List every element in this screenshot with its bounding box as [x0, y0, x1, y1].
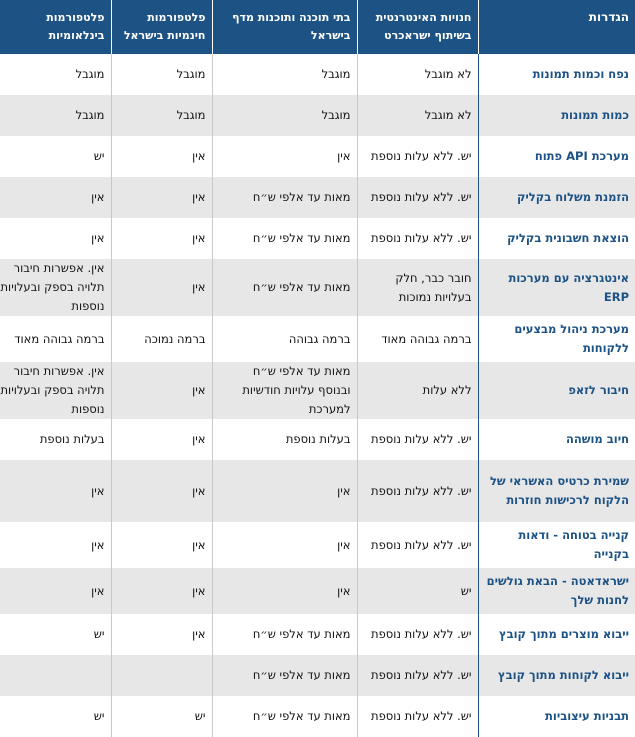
- cell-israelcard: לא מוגבל: [357, 54, 478, 95]
- cell-software-houses: מאות עד אלפי ש״ח: [212, 259, 357, 316]
- table-row: [0, 522, 635, 568]
- cell-software-houses: מוגבל: [212, 95, 357, 136]
- cell-software-houses: מאות עד אלפי ש״ח ובנוסף עלויות חודשיות למערכת: [212, 362, 357, 419]
- cell-software-houses: מאות עד אלפי ש״ח: [212, 655, 357, 696]
- cell-software-houses: בעלות נוספת: [212, 419, 357, 460]
- feature-label: ייבוא מוצרים מתוך קובץ: [478, 614, 635, 655]
- cell-free-platforms: מוגבל: [111, 54, 212, 95]
- cell-free-platforms: ברמה נמוכה: [111, 316, 212, 362]
- cell-international: [0, 655, 111, 696]
- cell-international: אין. אפשרות חיבור תלויה בספק ובעלויות נוספות: [0, 362, 111, 419]
- cell-israelcard: יש. ללא עלות נוספת: [357, 218, 478, 259]
- table-header-row: [0, 0, 635, 54]
- feature-label: חיוב מושהה: [478, 419, 635, 460]
- cell-international: אין: [0, 218, 111, 259]
- cell-free-platforms: אין: [111, 136, 212, 177]
- cell-international: מוגבל: [0, 95, 111, 136]
- feature-label: הזמנת משלוח בקליק: [478, 177, 635, 218]
- feature-label: אינטגרציה עם מערכות ERP: [478, 259, 635, 316]
- header-free-platforms: פלטפורמות חינמיות בישראל: [111, 0, 212, 54]
- cell-israelcard: ללא עלות: [357, 362, 478, 419]
- cell-israelcard: יש. ללא עלות נוספת: [357, 696, 478, 737]
- cell-israelcard: יש. ללא עלות נוספת: [357, 136, 478, 177]
- feature-label: כמות תמונות: [478, 95, 635, 136]
- table-row: [0, 362, 635, 419]
- cell-software-houses: אין: [212, 136, 357, 177]
- feature-label: ייבוא לקוחות מתוך קובץ: [478, 655, 635, 696]
- header-international-platforms: פלטפורמות בינלאומיות: [0, 0, 111, 54]
- table-row: [0, 54, 635, 95]
- table-row: [0, 696, 635, 737]
- cell-software-houses: אין: [212, 522, 357, 568]
- cell-international: אין. אפשרות חיבור תלויה בספק ובעלויות נוספות: [0, 259, 111, 316]
- cell-software-houses: מוגבל: [212, 54, 357, 95]
- cell-software-houses: ברמה גבוהה: [212, 316, 357, 362]
- table-row: [0, 568, 635, 614]
- cell-international: יש: [0, 696, 111, 737]
- cell-software-houses: מאות עד אלפי ש״ח: [212, 614, 357, 655]
- cell-international: אין: [0, 177, 111, 218]
- cell-israelcard: יש. ללא עלות נוספת: [357, 460, 478, 522]
- cell-free-platforms: אין: [111, 614, 212, 655]
- cell-free-platforms: אין: [111, 259, 212, 316]
- cell-international: אין: [0, 460, 111, 522]
- cell-israelcard: ברמה גבוהה מאוד: [357, 316, 478, 362]
- cell-free-platforms: אין: [111, 522, 212, 568]
- header-software-houses: בתי תוכנה ותוכנות מדף בישראל: [212, 0, 357, 54]
- table-row: [0, 655, 635, 696]
- table-row: [0, 95, 635, 136]
- table-row: [0, 614, 635, 655]
- cell-international: יש: [0, 136, 111, 177]
- cell-israelcard: יש: [357, 568, 478, 614]
- cell-israelcard: חובר כבר, חלק בעלויות נמוכות: [357, 259, 478, 316]
- table-row: [0, 136, 635, 177]
- cell-free-platforms: יש: [111, 696, 212, 737]
- cell-free-platforms: [111, 655, 212, 696]
- table-row: [0, 460, 635, 522]
- cell-free-platforms: אין: [111, 177, 212, 218]
- feature-label: מערכת API פתוח: [478, 136, 635, 177]
- cell-software-houses: מאות עד אלפי ש״ח: [212, 696, 357, 737]
- feature-label: חיבור לזאפ: [478, 362, 635, 419]
- cell-israelcard: יש. ללא עלות נוספת: [357, 655, 478, 696]
- cell-israelcard: יש. ללא עלות נוספת: [357, 419, 478, 460]
- feature-label: הוצאת חשבונית בקליק: [478, 218, 635, 259]
- table-row: [0, 218, 635, 259]
- cell-software-houses: מאות עד אלפי ש״ח: [212, 177, 357, 218]
- cell-free-platforms: אין: [111, 419, 212, 460]
- cell-international: יש: [0, 614, 111, 655]
- cell-free-platforms: אין: [111, 568, 212, 614]
- cell-free-platforms: אין: [111, 218, 212, 259]
- cell-israelcard: יש. ללא עלות נוספת: [357, 614, 478, 655]
- cell-international: מוגבל: [0, 54, 111, 95]
- feature-label: נפח וכמות תמונות: [478, 54, 635, 95]
- cell-software-houses: מאות עד אלפי ש״ח: [212, 218, 357, 259]
- header-features: הגדרות: [478, 0, 635, 54]
- cell-free-platforms: מוגבל: [111, 95, 212, 136]
- table-row: [0, 259, 635, 316]
- cell-israelcard: יש. ללא עלות נוספת: [357, 522, 478, 568]
- cell-free-platforms: אין: [111, 362, 212, 419]
- cell-software-houses: אין: [212, 460, 357, 522]
- cell-israelcard: לא מוגבל: [357, 95, 478, 136]
- cell-international: אין: [0, 522, 111, 568]
- feature-label: תבניות עיצוביות: [478, 696, 635, 737]
- feature-label: קנייה בטוחה - ודאות בקנייה: [478, 522, 635, 568]
- feature-label: שמירת כרטיס האשראי של הלקוח לרכישות חוזרות: [478, 460, 635, 522]
- cell-international: ברמה גבוהה מאוד: [0, 316, 111, 362]
- feature-label: ישראדאטה - הבאת גולשים לחנות שלך: [478, 568, 635, 614]
- cell-international: אין: [0, 568, 111, 614]
- cell-software-houses: אין: [212, 568, 357, 614]
- table-row: [0, 419, 635, 460]
- cell-israelcard: יש. ללא עלות נוספת: [357, 177, 478, 218]
- header-israelcard-stores: חנויות האינטרנטית בשיתוף ישראכרט: [357, 0, 478, 54]
- feature-label: מערכת ניהול מבצעים ללקוחות: [478, 316, 635, 362]
- table-row: [0, 177, 635, 218]
- cell-international: בעלות נוספת: [0, 419, 111, 460]
- table-row: [0, 316, 635, 362]
- cell-free-platforms: אין: [111, 460, 212, 522]
